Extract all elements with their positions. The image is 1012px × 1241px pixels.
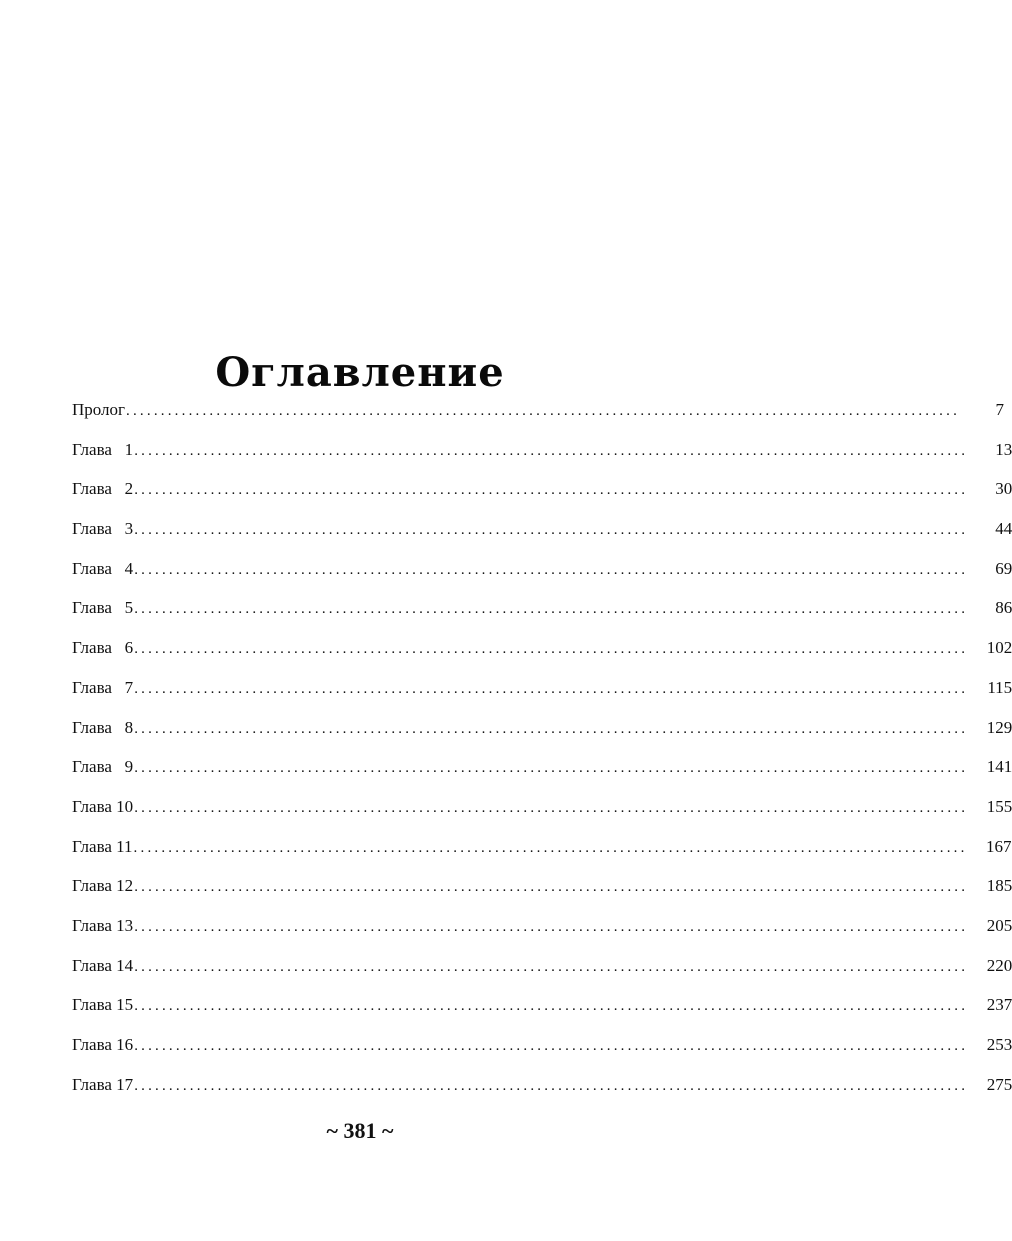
toc-entry-page: 115 — [987, 677, 1012, 697]
folio-number: 381 — [343, 1118, 377, 1143]
dot-leader: ........................................................................................................................ — [134, 879, 969, 896]
dot-leader: ........................................................................................................................ — [134, 1077, 969, 1094]
toc-entry-label: Глава 12 — [72, 876, 134, 896]
toc-entry — [72, 556, 1012, 596]
toc-entry-label: Пролог — [72, 400, 126, 419]
toc-entry-page: 237 — [986, 995, 1012, 1015]
dot-leader: ........................................................................................................................ — [134, 998, 969, 1015]
toc-entry — [72, 675, 1012, 715]
toc-entry-label: Глава 14 — [72, 955, 134, 975]
toc-entry-label: Глава 11 — [72, 836, 133, 856]
toc-entry-label: Глава 10 — [72, 796, 134, 816]
toc-entry — [72, 873, 1012, 913]
toc-entry-page: 44 — [995, 519, 1012, 539]
dot-leader: ........................................................................................................................ — [134, 720, 969, 737]
page-title: Оглавление — [215, 348, 505, 396]
toc-entry-page: 30 — [995, 479, 1012, 499]
dot-leader: ........................................................................................................................ — [134, 522, 969, 539]
toc-entry-label: Глава 16 — [72, 1035, 134, 1054]
toc-entry-page: 185 — [986, 876, 1012, 896]
table-of-contents — [72, 397, 1012, 1111]
dot-leader: ........................................................................................................................ — [134, 442, 969, 459]
toc-entry — [72, 1032, 1012, 1072]
toc-entry-page: 167 — [986, 836, 1012, 856]
toc-entry-page: 86 — [995, 598, 1012, 618]
toc-entry-label: Глава 1 — [72, 439, 134, 459]
toc-entry — [72, 913, 1012, 953]
toc-entry-page: 102 — [986, 638, 1012, 658]
folio-ornament-right: ~ — [382, 1118, 394, 1143]
toc-entry — [72, 794, 1012, 834]
toc-entry-label: Глава 8 — [72, 717, 134, 737]
toc-entry-page: 155 — [986, 796, 1012, 816]
dot-leader: ........................................................................................................................ — [134, 760, 969, 777]
toc-entry — [72, 397, 1005, 437]
toc-entry-label: Глава 13 — [72, 915, 134, 935]
toc-entry-label: Глава 4 — [72, 558, 134, 578]
toc-entry — [72, 1072, 1012, 1112]
toc-entry-page: 220 — [986, 955, 1012, 975]
toc-entry-page: 253 — [986, 1035, 1012, 1054]
toc-entry — [72, 992, 1012, 1032]
dot-leader: ........................................................................................................................ — [134, 918, 969, 935]
dot-leader: ........................................................................................................................ — [134, 799, 969, 816]
toc-entry — [72, 595, 1012, 635]
toc-entry-page: 205 — [986, 915, 1012, 935]
dot-leader: ........................................................................................................................ — [134, 601, 969, 618]
dot-leader: ........................................................................................................................ — [134, 958, 969, 975]
folio-ornament-left: ~ — [326, 1118, 338, 1143]
page-number — [0, 1116, 720, 1146]
dot-leader: ........................................................................................................................ — [134, 680, 969, 697]
toc-entry-label: Глава 5 — [72, 598, 134, 618]
toc-entry-page: 141 — [986, 757, 1012, 777]
toc-entry — [72, 953, 1012, 993]
toc-entry-label: Глава 3 — [72, 519, 134, 539]
dot-leader: ........................................................................................................................ — [134, 1038, 969, 1054]
toc-entry-label: Глава 17 — [72, 1074, 134, 1094]
toc-entry-page: 7 — [995, 400, 1005, 419]
toc-entry-page: 129 — [986, 717, 1012, 737]
toc-entry-page: 69 — [995, 558, 1012, 578]
toc-entry — [72, 476, 1012, 516]
dot-leader: ........................................................................................................................ — [134, 641, 969, 658]
toc-entry-label: Глава 7 — [72, 677, 134, 697]
toc-entry — [72, 715, 1012, 755]
toc-entry-label: Глава 2 — [72, 479, 134, 499]
toc-entry-label: Глава 6 — [72, 638, 134, 658]
dot-leader: ........................................................................................................................ — [134, 482, 969, 499]
toc-entry-page: 275 — [986, 1074, 1012, 1094]
toc-entry-label: Глава 9 — [72, 757, 134, 777]
toc-entry-page: 13 — [995, 439, 1012, 459]
toc-entry — [72, 516, 1012, 556]
toc-entry — [72, 635, 1012, 675]
dot-leader: ........................................................................................................................ — [134, 561, 969, 578]
dot-leader: ........................................................................................................................ — [126, 403, 961, 419]
toc-entry — [72, 437, 1012, 477]
toc-entry-label: Глава 15 — [72, 995, 134, 1015]
dot-leader: ........................................................................................................................ — [133, 839, 968, 856]
toc-entry — [72, 834, 1012, 874]
toc-entry — [72, 754, 1012, 794]
